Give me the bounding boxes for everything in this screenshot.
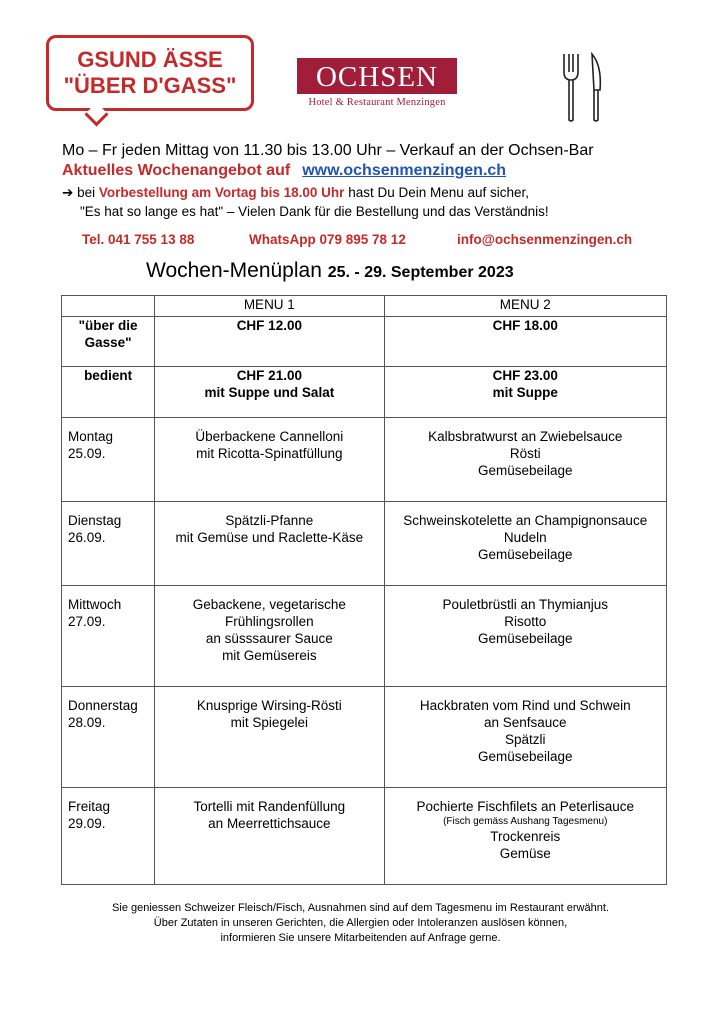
dish-line: Pochierte Fischfilets an Peterlisauce xyxy=(416,799,635,814)
menu-2-dish xyxy=(384,418,666,502)
opening-hours: Mo – Fr jeden Mittag von 11.30 bis 13.00 Uhr – Verkauf an der Ochsen-Bar xyxy=(62,142,594,159)
email-address[interactable]: info@ochsenmenzingen.ch xyxy=(457,232,633,247)
day-row-tuesday xyxy=(62,502,667,586)
dish-line: mit Spiegelei xyxy=(230,715,308,730)
day-cell xyxy=(62,687,155,788)
price-label xyxy=(62,317,155,367)
dish-line: Gemüsebeilage xyxy=(477,463,573,478)
dish-line: an Meerrettichsauce xyxy=(208,816,331,831)
header-menu-2: MENU 2 xyxy=(384,296,666,317)
badge-line-1: GSUND ÄSSE xyxy=(77,47,223,72)
dish-line: mit Gemüse und Raclette-Käse xyxy=(175,530,364,545)
footer-line-1: Sie geniessen Schweizer Fleisch/Fisch, Ausnahmen sind auf dem Tagesmenu im Restaurant erwähnt. xyxy=(112,902,609,914)
price-menu-1 xyxy=(155,367,384,418)
dish-line: an süsssaurer Sauce xyxy=(205,631,333,646)
ochsen-logo-sub: Hotel & Restaurant Menzingen xyxy=(308,97,446,108)
footer-line-2: Über Zutaten in unseren Gerichten, die Allergien oder Intoleranzen auslösen können, xyxy=(153,917,568,929)
dish-line: Gemüsebeilage xyxy=(477,749,573,764)
dish-line: Schweinskotelette an Champignonsauce xyxy=(403,513,648,528)
ochsen-logo xyxy=(297,58,457,108)
price-menu-1: CHF 12.00 xyxy=(155,317,384,367)
day-row-friday xyxy=(62,788,667,885)
preorder-line xyxy=(62,185,529,201)
ochsen-logo-name: OCHSEN xyxy=(297,58,457,94)
day-date: 28.09. xyxy=(68,715,106,730)
dish-line: Knusprige Wirsing-Rösti xyxy=(196,698,342,713)
gsund-aesse-badge xyxy=(46,35,254,111)
menu-1-dish xyxy=(155,687,384,788)
day-row-wednesday xyxy=(62,586,667,687)
phone-number[interactable]: Tel. 041 755 13 88 xyxy=(82,232,195,247)
fork-knife-icon xyxy=(560,52,604,124)
day-row-monday xyxy=(62,418,667,502)
day-name: Montag xyxy=(68,429,114,444)
day-date: 29.09. xyxy=(68,816,106,831)
menu-2-dish xyxy=(384,788,666,885)
dish-line: Spätzli xyxy=(504,732,546,747)
day-date: 25.09. xyxy=(68,446,106,461)
day-cell xyxy=(62,502,155,586)
preorder-suffix: hast Du Dein Menu auf sicher, xyxy=(344,185,530,200)
menu-table xyxy=(61,295,667,885)
whatsapp-number[interactable]: WhatsApp 079 895 78 12 xyxy=(249,232,406,247)
price-label-line: Gasse" xyxy=(84,335,132,350)
price-note: mit Suppe xyxy=(492,385,558,400)
preorder-deadline: Vorbestellung am Vortag bis 18.00 Uhr xyxy=(98,185,345,200)
dish-line: Hackbraten vom Rind und Schwein xyxy=(419,698,631,713)
dish-line: Trockenreis xyxy=(490,829,561,844)
dish-line: Gebackene, vegetarische xyxy=(192,597,346,612)
dish-line: Überbackene Cannelloni xyxy=(195,429,344,444)
price-note: mit Suppe und Salat xyxy=(204,385,335,400)
menu-1-dish xyxy=(155,502,384,586)
preorder-prefix: bei xyxy=(77,185,99,200)
arrow-right-icon: ➔ xyxy=(62,185,74,200)
dish-line: Gemüsebeilage xyxy=(477,631,573,646)
day-name: Freitag xyxy=(68,799,111,814)
dish-line: Risotto xyxy=(504,614,547,629)
dish-line: Nudeln xyxy=(503,530,547,545)
price-label: bedient xyxy=(62,367,155,418)
price-label-line: "über die xyxy=(78,318,138,333)
dish-note: (Fisch gemäss Aushang Tagesmenu) xyxy=(443,816,608,827)
dish-line: Frühlingsrollen xyxy=(225,614,314,629)
price-row-served xyxy=(62,367,667,418)
price-menu-2 xyxy=(384,367,666,418)
header-menu-1: MENU 1 xyxy=(155,296,384,317)
dish-line: mit Gemüsereis xyxy=(222,648,317,663)
weekly-offer-line xyxy=(62,162,506,180)
day-name: Donnerstag xyxy=(68,698,138,713)
dish-line: Rösti xyxy=(509,446,541,461)
footer-note xyxy=(0,901,721,946)
day-date: 26.09. xyxy=(68,530,106,545)
price-menu-2: CHF 18.00 xyxy=(384,317,666,367)
badge-line-2: "ÜBER D'GASS" xyxy=(63,73,237,98)
dish-line: Kalbsbratwurst an Zwiebelsauce xyxy=(428,429,623,444)
menu-2-dish xyxy=(384,502,666,586)
dish-line: Gemüse xyxy=(499,846,551,861)
dish-line: mit Ricotta-Spinatfüllung xyxy=(196,446,343,461)
dish-line: Pouletbrüstli an Thymianjus xyxy=(442,597,609,612)
menu-1-dish xyxy=(155,418,384,502)
price-row-takeaway xyxy=(62,317,667,367)
day-cell xyxy=(62,418,155,502)
dish-line: Tortelli mit Randenfüllung xyxy=(193,799,346,814)
day-name: Mittwoch xyxy=(68,597,122,612)
day-cell xyxy=(62,788,155,885)
menu-2-dish xyxy=(384,687,666,788)
menu-2-dish xyxy=(384,586,666,687)
dish-line: Spätzli-Pfanne xyxy=(225,513,314,528)
dish-line: Gemüsebeilage xyxy=(477,547,573,562)
table-header-row xyxy=(62,296,667,317)
menu-1-dish xyxy=(155,586,384,687)
price-value: CHF 21.00 xyxy=(236,368,302,383)
website-link[interactable]: www.ochsenmenzingen.ch xyxy=(302,162,507,179)
footer-line-3: informieren Sie unsere Mitarbeitenden auf Anfrage gerne. xyxy=(220,932,501,944)
price-value: CHF 23.00 xyxy=(492,368,558,383)
menu-1-dish xyxy=(155,788,384,885)
day-date: 27.09. xyxy=(68,614,106,629)
title-date-range: 25. - 29. September 2023 xyxy=(327,264,514,281)
thanks-line: "Es hat so lange es hat" – Vielen Dank für die Bestellung und das Verständnis! xyxy=(80,204,549,219)
weekly-offer-text: Aktuelles Wochenangebot auf xyxy=(62,162,291,179)
dish-line: an Senfsauce xyxy=(483,715,567,730)
page-title xyxy=(146,259,514,283)
header-empty-cell xyxy=(62,296,155,317)
title-main: Wochen-Menüplan xyxy=(146,259,322,282)
day-row-thursday xyxy=(62,687,667,788)
day-name: Dienstag xyxy=(68,513,122,528)
day-cell xyxy=(62,586,155,687)
